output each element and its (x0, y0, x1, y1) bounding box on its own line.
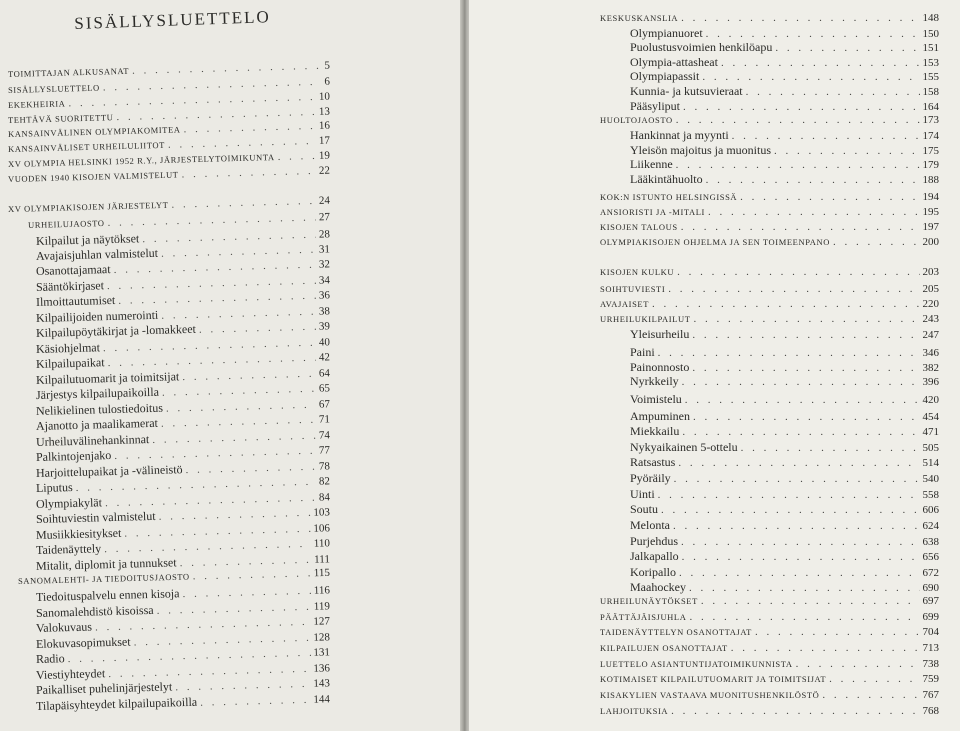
dot-leader (674, 473, 920, 485)
toc-entry-page-number: 64 (318, 367, 331, 380)
toc-entry-page-number: 759 (922, 673, 939, 685)
toc-entry-label: Mitalit, diplomit ja tunnukset (35, 555, 177, 573)
dot-leader (702, 71, 919, 83)
toc-entry-label: KANSAINVÄLISET URHEILULIITOT (7, 139, 166, 154)
toc-entry-page-number: 40 (318, 336, 331, 349)
dot-leader (775, 42, 919, 54)
toc-entry-page-number: 5 (324, 59, 331, 72)
toc-entry-page-number: 164 (922, 101, 939, 113)
dot-leader (671, 705, 919, 717)
toc-entry (630, 518, 939, 533)
dot-leader (796, 658, 920, 670)
dot-leader (683, 101, 920, 113)
toc-entry (630, 157, 939, 172)
toc-entry-label: ANSIORISTI JA -MITALI (600, 207, 705, 217)
toc-entry-label: Taidenäyttely (35, 541, 102, 557)
toc-entry-page-number: 78 (318, 460, 331, 473)
toc-entry-page-number: 110 (313, 537, 331, 550)
toc-entry (600, 114, 939, 126)
toc-entry-label: Liputus (35, 480, 73, 495)
toc-entry-label: SOIHTUVIESTI (600, 284, 666, 294)
toc-entry (600, 658, 939, 670)
toc-entry-page-number: 116 (313, 584, 331, 597)
toc-entry-page-number: 119 (313, 600, 331, 613)
dot-leader (706, 174, 920, 186)
dot-leader (171, 195, 316, 211)
dot-leader (681, 536, 920, 548)
toc-entry-page-number: 151 (922, 42, 939, 54)
toc-entry (630, 360, 939, 375)
toc-entry-label: TEHTÄVÄ SUORITETTU (7, 112, 114, 125)
toc-entry-page-number: 205 (922, 283, 939, 295)
toc-entry-page-number: 690 (922, 582, 939, 594)
toc-entry-label: Kilpailut ja näytökset (35, 231, 140, 248)
toc-entry-label: Urheiluvälinehankinnat (35, 432, 150, 449)
dot-leader (661, 504, 919, 516)
dot-leader (199, 321, 316, 336)
toc-entry-page-number: 6 (324, 75, 331, 88)
toc-entry-page-number: 697 (922, 595, 939, 607)
toc-entry-page-number: 220 (922, 298, 939, 310)
toc-entry-page-number: 540 (922, 473, 939, 485)
dot-leader (755, 626, 920, 638)
dot-leader (682, 376, 920, 388)
toc-entry-label: SANOMALEHTI- JA TIEDOITUSJAOSTO (17, 571, 190, 586)
toc-entry-label: Lääkintähuolto (630, 172, 703, 186)
toc-entry (600, 283, 939, 295)
toc-entry-label: Puolustusvoimien henkilöapu (630, 40, 773, 54)
toc-entry (600, 191, 939, 203)
dot-leader (774, 145, 920, 157)
toc-entry-label: Valokuvaus (35, 619, 93, 635)
toc-entry (600, 236, 939, 248)
toc-entry-label: PÄÄTTÄJÄISJUHLA (600, 612, 687, 622)
toc-entry (600, 298, 939, 310)
toc-entry-label: XV OLYMPIAKISOJEN JÄRJESTELYT (7, 199, 169, 214)
toc-entry-label: VUODEN 1940 KISOJEN VALMISTELUT (7, 169, 179, 184)
toc-entry-label: KOTIMAISET KILPAILUTUOMARIT JA TOIMITSIJAT (600, 674, 827, 684)
right-page (469, 0, 960, 731)
toc-entry (600, 266, 939, 278)
toc-entry-page-number: 34 (318, 274, 331, 287)
toc-entry-label: Pyöräily (630, 471, 671, 485)
toc-entry-label: Kilpailijoiden numerointi (35, 307, 159, 325)
toc-right (469, 0, 960, 731)
toc-entry-label: Voimistelu (630, 392, 682, 406)
toc-entry-page-number: 71 (318, 413, 331, 426)
dot-leader (692, 329, 919, 341)
toc-entry (630, 84, 939, 99)
toc-entry-label: Osanottajamaat (35, 262, 111, 278)
dot-leader (731, 642, 920, 654)
toc-entry-page-number: 111 (314, 553, 331, 566)
toc-entry-label: Liikenne (630, 157, 673, 171)
dot-leader (668, 283, 919, 295)
toc-entry-label: KILPAILUJEN OSANOTTAJAT (600, 643, 728, 653)
toc-entry-page-number: 10 (318, 90, 331, 103)
dot-leader (693, 411, 920, 423)
toc-entry (630, 565, 939, 580)
toc-entry-label: Purjehdus (630, 534, 678, 548)
dot-leader (658, 489, 920, 501)
toc-entry-label: KISAKYLIEN VASTAAVA MUONITUSHENKILÖSTÖ (600, 690, 820, 700)
toc-entry-page-number: 27 (318, 211, 331, 224)
dot-leader (132, 60, 322, 77)
toc-entry-page-number: 136 (313, 662, 331, 675)
dot-leader (706, 28, 920, 40)
toc-entry-page-number: 74 (318, 429, 331, 442)
toc-entry-label: Elokuvasopimukset (35, 634, 131, 651)
dot-leader (652, 298, 919, 310)
toc-entry-page-number: 148 (922, 12, 939, 24)
toc-entry-label: Pääsyliput (630, 99, 680, 113)
dot-leader (681, 12, 919, 24)
toc-entry-page-number: 514 (922, 457, 939, 469)
toc-entry-label: Tilapäisyhteydet kilpailupaikoilla (35, 694, 198, 713)
toc-entry-label: KOK:N ISTUNTO HELSINGISSÄ (600, 192, 738, 202)
toc-entry-label: Soihtuviestin valmistelut (35, 508, 156, 526)
toc-entry-label: Kilpailupöytäkirjat ja -lomakkeet (35, 321, 197, 340)
dot-leader (168, 135, 316, 151)
toc-entry-page-number: 454 (922, 411, 939, 423)
toc-entry-label: KISOJEN KULKU (600, 267, 675, 277)
toc-entry-page-number: 19 (318, 149, 331, 162)
dot-leader (676, 114, 920, 126)
toc-entry-page-number: 155 (922, 71, 939, 83)
dot-leader (746, 86, 920, 98)
toc-entry (630, 26, 939, 41)
toc-entry-label: TOIMITTAJAN ALKUSANAT (7, 65, 130, 79)
toc-entry-label: Radio (35, 651, 65, 666)
toc-entry-label: AVAJAISET (600, 299, 650, 309)
toc-entry-page-number: 158 (922, 86, 939, 98)
toc-entry (630, 534, 939, 549)
toc-entry-page-number: 67 (318, 398, 331, 411)
toc-entry-label: Nykyaikainen 5-ottelu (630, 440, 738, 454)
toc-entry-page-number: 42 (318, 351, 331, 364)
toc-entry-label: EKEKHEIRIA (7, 98, 66, 110)
toc-entry-label: Olympiakylät (35, 495, 103, 511)
toc-entry-page-number: 128 (313, 631, 331, 644)
toc-entry-label: Uinti (630, 487, 655, 501)
toc-entry (630, 128, 939, 143)
toc-entry (630, 99, 939, 114)
dot-leader (692, 362, 919, 374)
toc-entry-label: TAIDENÄYTTELYN OSANOTTAJAT (600, 627, 752, 637)
toc-entry-label: Ratsastus (630, 455, 676, 469)
toc-entry (600, 313, 939, 325)
toc-entry-label: Ampuminen (630, 409, 690, 423)
toc-entry (600, 705, 939, 717)
toc-entry-page-number: 127 (313, 615, 331, 628)
toc-entry-label: KESKUSKANSLIA (600, 13, 679, 23)
toc-entry-label: OLYMPIAKISOJEN OHJELMA JA SEN TOIMEENPANO (600, 237, 830, 247)
toc-entry (630, 487, 939, 502)
toc-entry-page-number: 173 (922, 114, 939, 126)
toc-entry-page-number: 103 (313, 506, 331, 519)
dot-leader (673, 520, 920, 532)
toc-entry-label: Ajanotto ja maalikamerat (35, 415, 159, 433)
toc-entry-label: HUOLTOJAOSTO (600, 115, 673, 125)
toc-entry-page-number: 82 (318, 475, 331, 488)
toc-entry (600, 595, 939, 607)
toc-entry-page-number: 38 (318, 305, 331, 318)
toc-entry-page-number: 31 (318, 243, 331, 256)
dot-leader (732, 130, 920, 142)
toc-entry-label: Olympiapassit (630, 69, 700, 83)
dot-leader (193, 567, 311, 582)
dot-leader (678, 457, 919, 469)
page-title: SISÄLLYSLUETTELO (74, 7, 272, 33)
toc-entry (600, 221, 939, 233)
toc-entry-page-number: 203 (922, 266, 939, 278)
toc-entry-page-number: 197 (922, 221, 939, 233)
toc-entry-label: LUETTELO ASIANTUNTIJATOIMIKUNNISTA (600, 659, 793, 669)
toc-entry-label: KISOJEN TALOUS (600, 222, 678, 232)
toc-entry-label: Miekkailu (630, 424, 680, 438)
toc-entry-label: Tiedoituspalvelu ennen kisoja (35, 586, 180, 604)
dot-leader (677, 266, 919, 278)
toc-entry-label: Olympia-attasheat (630, 55, 718, 69)
toc-entry-page-number: 131 (313, 646, 331, 659)
toc-entry-label: Viestiyhteydet (35, 666, 106, 682)
toc-entry-label: Yleisön majoitus ja muonitus (630, 143, 771, 157)
dot-leader (183, 120, 316, 135)
toc-entry-page-number: 200 (922, 236, 939, 248)
toc-entry (630, 327, 939, 342)
toc-entry-label: Koripallo (630, 565, 676, 579)
toc-entry-page-number: 106 (313, 522, 331, 535)
toc-entry-label: LAHJOITUKSIA (600, 706, 669, 716)
toc-entry (600, 673, 939, 685)
toc-entry-page-number: 194 (922, 191, 939, 203)
toc-entry-label: Nelikielinen tulostiedoitus (35, 400, 164, 418)
toc-entry-page-number: 505 (922, 442, 939, 454)
toc-entry-page-number: 13 (318, 105, 331, 118)
toc-entry-page-number: 558 (922, 489, 939, 501)
toc-entry-label: Musiikkiesitykset (35, 525, 122, 542)
dot-leader (822, 689, 919, 701)
toc-entry (630, 549, 939, 564)
toc-entry (600, 206, 939, 218)
dot-leader (200, 694, 311, 709)
dot-leader (681, 221, 920, 233)
toc-entry-label: Paikalliset puhelinjärjestelyt (35, 679, 173, 697)
dot-leader (721, 57, 920, 69)
toc-entry-page-number: 638 (922, 536, 939, 548)
dot-leader (182, 585, 311, 600)
toc-entry-label: Ilmoittautumiset (35, 292, 116, 309)
toc-entry-label: Soutu (630, 502, 659, 516)
toc-entry-page-number: 396 (922, 376, 939, 388)
toc-entry-label: Järjestys kilpailupaikoilla (35, 384, 160, 402)
toc-entry-label: Käsiohjelmat (35, 340, 101, 356)
toc-entry (600, 626, 939, 638)
dot-leader (694, 313, 920, 325)
dot-leader (689, 582, 920, 594)
dot-leader (740, 191, 919, 203)
toc-entry (600, 611, 939, 623)
toc-entry (630, 345, 939, 360)
dot-leader (833, 236, 920, 248)
toc-entry-page-number: 471 (922, 426, 939, 438)
toc-entry-page-number: 704 (922, 626, 939, 638)
toc-entry-page-number: 713 (922, 642, 939, 654)
toc-entry-label: Avajaisjuhlan valmistelut (35, 245, 159, 263)
toc-entry-label: Nyrkkeily (630, 374, 679, 388)
toc-entry (630, 471, 939, 486)
toc-entry (630, 424, 939, 439)
toc-entry (630, 392, 939, 407)
dot-leader (689, 611, 919, 623)
toc-entry (630, 55, 939, 70)
toc-entry-page-number: 767 (922, 689, 939, 701)
toc-entry-page-number: 420 (922, 394, 939, 406)
dot-leader (682, 551, 920, 563)
toc-entry-page-number: 188 (922, 174, 939, 186)
toc-entry-page-number: 672 (922, 567, 939, 579)
toc-entry-label: URHEILUKILPAILUT (600, 314, 691, 324)
toc-entry (630, 455, 939, 470)
toc-entry-page-number: 32 (318, 258, 331, 271)
toc-entry-label: URHEILUJAOSTO (27, 217, 105, 230)
toc-entry-page-number: 115 (313, 566, 331, 580)
toc-entry (600, 689, 939, 701)
toc-entry-label: Maahockey (630, 580, 686, 594)
toc-entry-label: Sanomalehdistö kisoissa (35, 602, 154, 620)
toc-entry-label: Sääntökirjaset (35, 278, 105, 294)
toc-entry (630, 40, 939, 55)
dot-leader (107, 211, 316, 228)
toc-entry-page-number: 606 (922, 504, 939, 516)
toc-entry-label: Jalkapallo (630, 549, 679, 563)
toc-entry-page-number: 143 (313, 677, 331, 690)
toc-entry-page-number: 36 (318, 289, 331, 302)
dot-leader (679, 567, 920, 579)
toc-entry-page-number: 65 (318, 382, 331, 395)
toc-entry (630, 409, 939, 424)
left-page (0, 0, 462, 731)
toc-entry-page-number: 24 (318, 194, 331, 207)
toc-entry (600, 12, 939, 24)
toc-entry-label: Hankinnat ja myynti (630, 128, 729, 142)
toc-entry (630, 172, 939, 187)
toc-entry-page-number: 77 (318, 444, 331, 457)
toc-entry-label: XV OLYMPIA HELSINKI 1952 R.Y., JÄRJESTELYTOIMIKUNTA (7, 152, 275, 169)
toc-entry-page-number: 179 (922, 159, 939, 171)
toc-entry-label: KANSAINVÄLINEN OLYMPIAKOMITEA (7, 124, 181, 139)
toc-entry (630, 502, 939, 517)
toc-entry-page-number: 346 (922, 347, 939, 359)
toc-entry-page-number: 243 (922, 313, 939, 325)
toc-entry-label: Kilpailutuomarit ja toimitsijat (35, 369, 180, 387)
toc-entry (630, 143, 939, 158)
dot-leader (676, 159, 920, 171)
toc-entry-page-number: 699 (922, 611, 939, 623)
toc-entry-label: Olympianuoret (630, 26, 703, 40)
toc-entry (630, 374, 939, 389)
dot-leader (685, 394, 920, 406)
toc-entry-page-number: 16 (318, 119, 331, 132)
toc-entry-page-number: 84 (318, 491, 331, 504)
toc-entry-label: Melonta (630, 518, 670, 532)
toc-entry (600, 642, 939, 654)
dot-leader (181, 165, 316, 181)
toc-entry (630, 69, 939, 84)
toc-entry-page-number: 175 (922, 145, 939, 157)
toc-entry-label: URHEILUNÄYTÖKSET (600, 596, 698, 606)
toc-entry-label: SISÄLLYSLUETTELO (7, 82, 100, 95)
toc-entry-label: Painonnosto (630, 360, 690, 374)
dot-leader (175, 678, 310, 694)
toc-entry-label: Paini (630, 345, 655, 359)
toc-entry-page-number: 150 (922, 28, 939, 40)
toc-entry (630, 580, 939, 595)
dot-leader (701, 595, 920, 607)
dot-leader (829, 673, 919, 685)
toc-entry-page-number: 144 (313, 693, 331, 706)
toc-entry-page-number: 382 (922, 362, 939, 374)
toc-entry-label: Harjoittelupaikat ja -välineistö (35, 462, 183, 480)
toc-entry-page-number: 738 (922, 658, 939, 670)
dot-leader (658, 347, 920, 359)
toc-entry-page-number: 153 (922, 57, 939, 69)
toc-entry-page-number: 656 (922, 551, 939, 563)
toc-entry-page-number: 174 (922, 130, 939, 142)
dot-leader (741, 442, 920, 454)
toc-entry-page-number: 624 (922, 520, 939, 532)
dot-leader (682, 426, 919, 438)
toc-entry-page-number: 17 (318, 134, 331, 147)
toc-entry-label: Palkintojenjako (35, 448, 112, 464)
toc-entry-page-number: 247 (922, 329, 939, 341)
toc-entry-label: Kunnia- ja kutsuvieraat (630, 84, 743, 98)
toc-entry-label: Yleisurheilu (630, 327, 690, 341)
dot-leader (277, 150, 316, 163)
toc-entry-page-number: 768 (922, 705, 939, 717)
toc-entry-page-number: 195 (922, 206, 939, 218)
dot-leader (708, 206, 920, 218)
toc-entry-page-number: 39 (318, 320, 331, 333)
toc-entry-page-number: 28 (318, 228, 331, 241)
toc-left (0, 0, 462, 731)
toc-entry (630, 440, 939, 455)
toc-entry-page-number: 22 (318, 164, 331, 177)
toc-entry-label: Kilpailupaikat (35, 355, 105, 371)
